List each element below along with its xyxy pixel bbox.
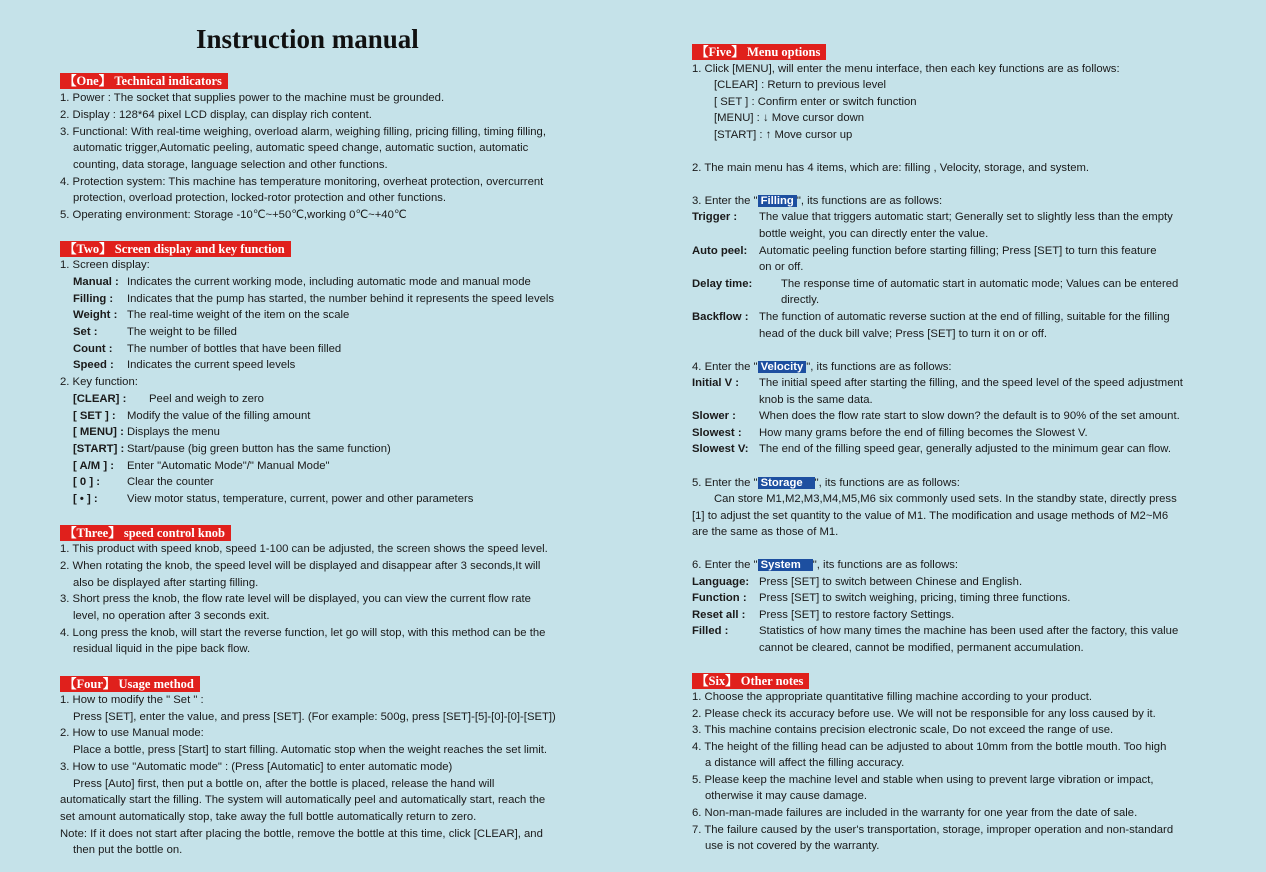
s3-line: residual liquid in the pipe back flow. <box>73 643 251 655</box>
s4-line: Press [Auto] first, then put a bottle on, after the bottle is placed, release the hand will <box>73 778 495 790</box>
s1-line: 2. Display : 128*64 pixel LCD display, can display rich content. <box>60 109 372 121</box>
storage-heading: 5. Enter the " Storage ", its functions are as follows: <box>692 477 960 489</box>
section-five-header: 【Five】 Menu options <box>692 44 826 60</box>
menu-key: [MENU] : ↓ Move cursor down <box>714 112 865 124</box>
system-item-cont: cannot be cleared, cannot be modified, permanent accumulation. <box>759 642 1084 654</box>
s1-line: 3. Functional: With real-time weighing, overload alarm, weighing filling, pricing filling, timing filling, <box>60 126 546 138</box>
s6-line: 4. The height of the filling head can be adjusted to about 10mm from the bottle mouth. Too high <box>692 741 1167 753</box>
s4-line: 1. How to modify the " Set " : <box>60 694 204 706</box>
s4-line: 3. How to use "Automatic mode" : (Press [Automatic] to enter automatic mode) <box>60 761 453 773</box>
filling-item-cont: head of the duck bill valve; Press [SET] to turn it on or off. <box>759 328 1048 340</box>
s1-line: 1. Power : The socket that supplies power to the machine must be grounded. <box>60 92 445 104</box>
s6-line: use is not covered by the warranty. <box>705 840 880 852</box>
s6-line: 7. The failure caused by the user's transportation, storage, improper operation and non-standard <box>692 824 1174 836</box>
s1-line: 4. Protection system: This machine has temperature monitoring, overheat protection, overcurrent <box>60 176 544 188</box>
s3-line: 2. When rotating the knob, the speed level will be displayed and disappear after 3 seconds,It will <box>60 560 541 572</box>
system-highlight: System <box>758 559 813 571</box>
s4-line: 2. How to use Manual mode: <box>60 727 204 739</box>
s4-line: automatically start the filling. The system will automatically peel and automatically start, reach the <box>60 794 546 806</box>
velocity-heading: 4. Enter the " Velocity ", its functions are as follows: <box>692 361 952 373</box>
s6-line: 2. Please check its accuracy before use. We will not be responsible for any loss caused by it. <box>692 708 1156 720</box>
page-title: Instruction manual <box>196 24 419 54</box>
storage-line: [1] to adjust the set quantity to the value of M1. The modification and usage methods of M2~M6 <box>692 510 1169 522</box>
s4-line: set amount automatically stop, take away the full bottle automatically return to zero. <box>60 811 477 823</box>
filling-heading: 3. Enter the " Filling ", its functions are as follows: <box>692 195 943 207</box>
velocity-item-cont: knob is the same data. <box>759 394 873 406</box>
storage-highlight: Storage <box>758 477 815 489</box>
menu-key: [CLEAR] : Return to previous level <box>714 79 887 91</box>
menu-key: [ SET ] : Confirm enter or switch function <box>714 96 917 108</box>
s6-line: otherwise it may cause damage. <box>705 790 868 802</box>
section-four-header: 【Four】 Usage method <box>60 676 200 692</box>
s6-line: 3. This machine contains precision electronic scale, Do not exceed the range of use. <box>692 724 1114 736</box>
section-one-header: 【One】 Technical indicators <box>60 73 228 89</box>
s3-line: 4. Long press the knob, will start the reverse function, let go will stop, with this method can be the <box>60 627 546 639</box>
filling-item-cont: on or off. <box>759 261 804 273</box>
menu-key: [START] : ↑ Move cursor up <box>714 129 853 141</box>
s3-line: also be displayed after starting filling. <box>73 577 259 589</box>
velocity-highlight: Velocity <box>758 361 807 373</box>
system-heading: 6. Enter the " System ", its functions are as follows: <box>692 559 959 571</box>
filling-item-cont: bottle weight, you can directly enter the value. <box>759 228 989 240</box>
s6-line: a distance will affect the filling accuracy. <box>705 757 905 769</box>
s3-line: level, no operation after 3 seconds exit. <box>73 610 270 622</box>
s4-line: then put the bottle on. <box>73 844 183 856</box>
s1-line: 5. Operating environment: Storage -10℃~+50℃,working 0℃~+40℃ <box>60 209 407 221</box>
s6-line: 6. Non-man-made failures are included in the warranty for one year from the date of sale. <box>692 807 1138 819</box>
filling-highlight: Filling <box>758 195 797 207</box>
section-two-header: 【Two】 Screen display and key function <box>60 241 291 257</box>
screen-display-title: 1. Screen display: <box>60 259 150 271</box>
section-six-header: 【Six】 Other notes <box>692 673 809 689</box>
s3-line: 3. Short press the knob, the flow rate level will be displayed, you can view the current flow rate <box>60 593 531 605</box>
s1-line: counting, data storage, language selection and other functions. <box>73 159 388 171</box>
s1-line: automatic trigger,Automatic peeling, automatic speed change, automatic suction, automatic <box>73 142 529 154</box>
key-function-title: 2. Key function: <box>60 376 138 388</box>
menu-intro: 1. Click [MENU], will enter the menu interface, then each key functions are as follows: <box>692 63 1120 75</box>
filling-item-cont: directly. <box>781 294 820 306</box>
s4-line: Note: If it does not start after placing the bottle, remove the bottle at this time, click [CLEAR], and <box>60 828 543 840</box>
main-menu-line: 2. The main menu has 4 items, which are: filling , Velocity, storage, and system. <box>692 162 1090 174</box>
storage-line: Can store M1,M2,M3,M4,M5,M6 six commonly used sets. In the standby state, directly press <box>714 493 1177 505</box>
s4-line: Press [SET], enter the value, and press [SET]. (For example: 500g, press [SET]-[5]-[0]-[0]-[SET]) <box>73 711 556 723</box>
s1-line: protection, overload protection, locked-rotor protection and other functions. <box>73 192 447 204</box>
s4-line: Place a bottle, press [Start] to start filling. Automatic stop when the weight reaches the set limit. <box>73 744 548 756</box>
storage-line: are the same as those of M1. <box>692 526 839 538</box>
section-three-header: 【Three】 speed control knob <box>60 525 231 541</box>
s3-line: 1. This product with speed knob, speed 1-100 can be adjusted, the screen shows the speed level. <box>60 543 548 555</box>
s6-line: 1. Choose the appropriate quantitative filling machine according to your product. <box>692 691 1093 703</box>
s6-line: 5. Please keep the machine level and stable when using to prevent large vibration or impact, <box>692 774 1154 786</box>
